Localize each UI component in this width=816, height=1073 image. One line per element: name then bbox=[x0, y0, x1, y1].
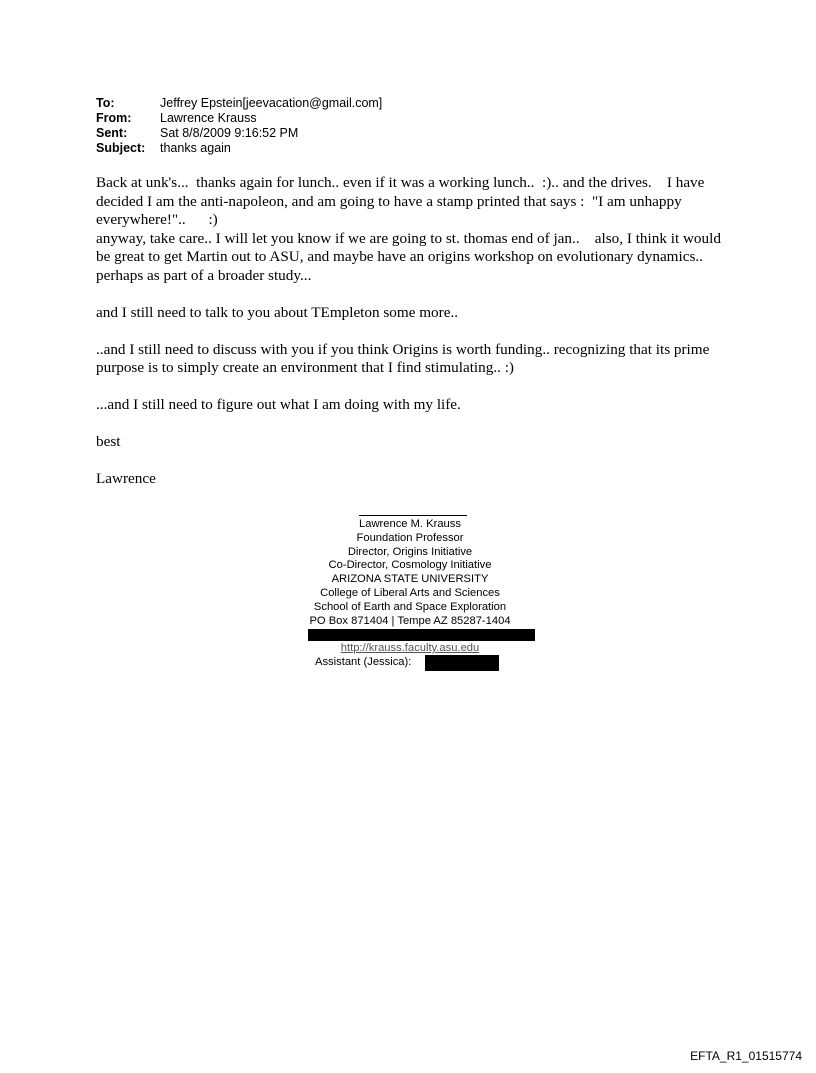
signature-assistant-row bbox=[260, 656, 560, 672]
email-signature bbox=[260, 505, 560, 672]
signature-contact-row bbox=[260, 628, 560, 642]
header-from-row bbox=[96, 111, 382, 126]
body-paragraph-3: ..and I still need to discuss with you if you think Origins is worth funding.. recognizing that its prime purpose is to simply create an environment that I find stimulating.. :) bbox=[96, 340, 714, 376]
body-sender-name: Lawrence bbox=[96, 470, 156, 487]
signature-title-3: Co-Director, Cosmology Initiative bbox=[328, 559, 492, 572]
redaction-bar bbox=[425, 655, 499, 671]
from-value: Lawrence Krauss bbox=[160, 111, 257, 125]
body-paragraph-4: ...and I still need to figure out what I am doing with my life. bbox=[96, 396, 461, 413]
email-header bbox=[96, 96, 382, 156]
document-id-stamp: EFTA_R1_01515774 bbox=[690, 1049, 802, 1063]
redaction-bar bbox=[308, 629, 535, 641]
signature-title-1: Foundation Professor bbox=[356, 531, 464, 544]
signature-address: PO Box 871404 | Tempe AZ 85287-1404 bbox=[309, 614, 511, 627]
sent-value: Sat 8/8/2009 9:16:52 PM bbox=[160, 126, 299, 140]
website-link[interactable]: http://krauss.faculty.asu.edu bbox=[340, 642, 480, 655]
to-label: To: bbox=[96, 96, 115, 110]
subject-value: thanks again bbox=[160, 141, 231, 155]
body-closing: best bbox=[96, 433, 121, 450]
signature-title-2: Director, Origins Initiative bbox=[347, 545, 473, 558]
signature-website-row bbox=[260, 642, 560, 656]
from-label: From: bbox=[96, 111, 132, 125]
header-sent-row bbox=[96, 126, 382, 141]
body-paragraph-2: and I still need to talk to you about TEmpleton some more.. bbox=[96, 303, 459, 321]
email-body bbox=[96, 174, 736, 507]
header-subject-row bbox=[96, 141, 382, 156]
signature-name: Lawrence M. Krauss bbox=[359, 518, 461, 530]
signature-university: ARIZONA STATE UNIVERSITY bbox=[331, 573, 489, 586]
header-to-row bbox=[96, 96, 382, 111]
signature-divider bbox=[359, 515, 467, 516]
assistant-label: Assistant (Jessica): bbox=[315, 656, 412, 669]
subject-label: Subject: bbox=[96, 141, 146, 155]
body-paragraph-1: Back at unk's... thanks again for lunch.. even if it was a working lunch.. :).. and the drives. I have decided I am the anti-napoleon, and am going to have a stamp printed that says : "I am unhappy everywhere!".. :) anyway, take care.. I will let you know if we are going to st. thomas end of jan.. also, I think it would be great to get Martin out to ASU, and maybe have an origins workshop on evolutionary dynamics.. perhaps as part of a broader study... bbox=[96, 174, 721, 284]
signature-college: College of Liberal Arts and Sciences bbox=[320, 586, 500, 599]
sent-label: Sent: bbox=[96, 126, 128, 140]
signature-school: School of Earth and Space Exploration bbox=[313, 600, 507, 613]
to-value: Jeffrey Epstein[jeevacation@gmail.com] bbox=[160, 96, 383, 110]
